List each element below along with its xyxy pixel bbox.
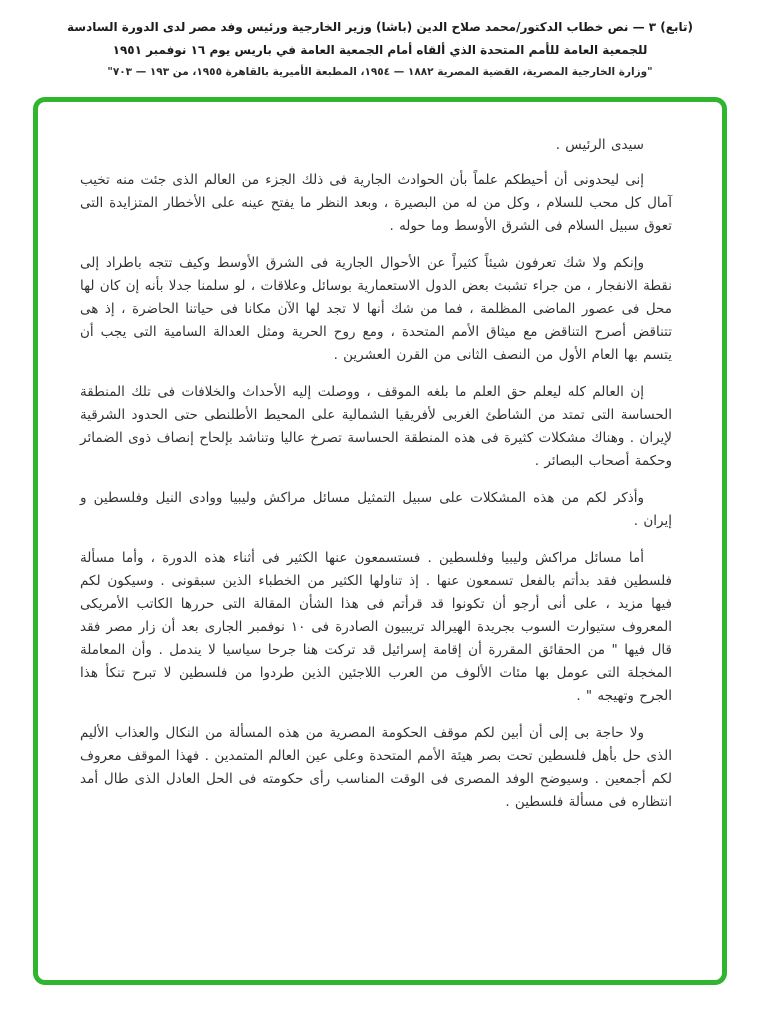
body-paragraph-2: وإنكم ولا شك تعرفون شيئاً كثيراً عن الأحوال الجارية فى الشرق الأوسط وكيف تتجه باطراد إلى نقطة الانفجار ، من جراء تشبث بعض الدول الاستعمارية بوسائل وعلاقات ، لو سلمنا جدلا بأنه إن كان لها محل فى عصور الماضى المظلمة ، فما من شك أنها لا تجد لها الآن مكانا فى حياتنا الحاضرة ، إذ هى تتناقض أصرح التناقض مع ميثاق الأمم المتحدة ، ومع روح الحرية ومثل العدالة السامية التى يجب أن يتسم بها العام الأول من النصف الثانى من القرن العشرين . <box>80 254 672 363</box>
body-paragraph-5: أما مسائل مراكش وليبيا وفلسطين . فستسمعون عنها الكثير فى أثناء هذه الدورة ، وأما مسألة فلسطين فقد بدأتم بالفعل تسمعون عنها . إذ تناولها الكثير من الخطباء الذين سبقونى . وسيكون لكم فيها مزيد ، على أنى أرجو أن تكونوا قد قرأتم فى هذا الشأن المقالة التى حررها الكاتب الأمريكى المعروف ستيوارت السوب بجريدة الهيرالد تريبيون الصادرة فى ١٠ نوفمبر الجارى بعد أن زار مصر فقد قال فيها " من الحقائق المقررة أن إقامة إسرائيل قد تركت هنا جرحا سياسيا لا يندمل . وأن المعاملة المخجلة التى عومل بها مئات الألوف من العرب اللاجئين الذين طردوا من فلسطين لا تبرح تنكأ هذا الجرح وتهيجه " . <box>80 549 672 704</box>
document-body-frame <box>33 97 727 985</box>
header-line-1: (تابع) ٣ — نص خطاب الدكتور/محمد صلاح الدين (باشا) وزير الخارجية ورئيس وفد مصر لدى الدورة السادسة <box>67 20 693 34</box>
body-paragraph-6: ولا حاجة بى إلى أن أبين لكم موقف الحكومة المصرية من هذه المسألة من النكال والعذاب الأليم الذى حل بأهل فلسطين تحت بصر هيئة الأمم المتحدة وعلى عين العالم المتمدين . فهذا الموقف معروف لكم أجمعين . وسيوضح الوفد المصرى فى الوقت المناسب رأى حكومته فى الحل العادل الذى طال أمد انتظاره فى مسألة فلسطين . <box>80 724 672 810</box>
header-citation: "وزارة الخارجية المصرية، القضية المصرية ١٨٨٢ — ١٩٥٤، المطبعة الأميرية بالقاهرة ١٩٥٥، من ١٩٣ — ٧٠٣" <box>107 65 653 78</box>
body-paragraph-4: وأذكر لكم من هذه المشكلات على سبيل التمثيل مسائل مراكش وليبيا ووادى النيل وفلسطين و إيران . <box>80 489 672 529</box>
body-paragraph-3: إن العالم كله ليعلم حق العلم ما بلغه الموقف ، ووصلت إليه الأحداث والخلافات فى تلك المنطقة الحساسة التى تمتد من الشاطئ الغربى لأفريقيا الشمالية على المحيط الأطلنطى حتى الحدود الشرقية لإيران . وهناك مشكلات كثيرة فى هذه المنطقة الحساسة تصرخ عاليا وتناشد بإلحاح إنصاف ذوى الضمائر وحكمة أصحاب البصائر . <box>80 383 672 469</box>
document-body-text <box>80 134 672 814</box>
header-line-2: للجمعية العامة للأمم المتحدة الذي ألقاه أمام الجمعية العامة في باريس يوم ١٦ نوفمبر ١٩٥١ <box>112 42 648 57</box>
document-header <box>26 16 734 83</box>
salutation: سيدى الرئيس . <box>555 136 644 153</box>
body-paragraph-1: إنى ليحدونى أن أحيطكم علماً بأن الحوادث الجارية فى ذلك الجزء من العالم الذى جئت منه تخيب آمال كل محب للسلام ، وكل من له من البصيرة ، وبعد النظر ما يفتح عينه على الأخطار المتزايدة التى تعوق سبيل السلام فى الشرق الأوسط وما حوله . <box>80 171 672 234</box>
